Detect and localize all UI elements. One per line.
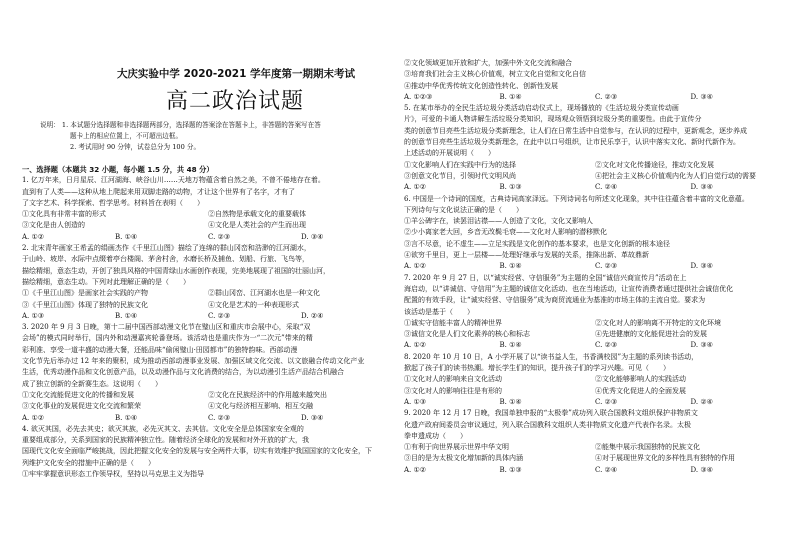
question-line: 于山岭、坡岸、水际中点缀着亭台楼阁、茅舍村舍，水磨长桥及捕鱼、划船、行旅、飞鸟等， bbox=[22, 255, 309, 264]
option-item: C. ②③ bbox=[595, 262, 618, 271]
option-item: A. ①② bbox=[404, 341, 427, 350]
option-item: ②文化能够影响人的实践活动 bbox=[595, 375, 686, 384]
answer-options bbox=[22, 232, 394, 243]
question-line: ④推动中华优秀传统文化创造性转化、创新性发展 bbox=[404, 81, 558, 90]
option-item: A. ①② bbox=[22, 413, 45, 422]
option-item: ④先进健康的文化能促进社会的发展 bbox=[595, 330, 707, 339]
question-line: 5. 在某市举办的全民生活垃圾分类活动启动仪式上，现场播放的《生活垃圾分类宣传动画 bbox=[404, 104, 679, 113]
question-line: 列维护文化安全的措施中正确的是（ ） bbox=[22, 458, 155, 467]
question-line: 重要组成部分，关系到国家的民族精神独立性。随着经济全球化的发展和对外开放的扩大，我 bbox=[22, 436, 309, 445]
answer-options bbox=[404, 453, 786, 464]
option-item: ④文化是人类社会的产生而出现 bbox=[208, 221, 306, 230]
option-item: ②文化在民族经济中的作用越来越突出 bbox=[208, 390, 327, 399]
answer-options bbox=[22, 220, 394, 231]
answer-options bbox=[22, 209, 394, 220]
option-item: B. ①③ bbox=[499, 183, 522, 192]
option-item: ①有利于向世界展示世界中华文明 bbox=[404, 443, 509, 452]
answer-options bbox=[404, 465, 786, 476]
exam-title: 高二政治试题 bbox=[165, 89, 304, 114]
school-title: 大庆实验中学 2020-2021 学年度第一期期末考试 bbox=[116, 68, 356, 80]
option-item: A. ①② bbox=[404, 262, 427, 271]
question-line: ②文化领域更加开放和扩大，加强中外文化交流和融合 bbox=[404, 59, 572, 67]
question-line: 2. 北宋青年画家王希孟的绢画杰作《千里江山图》描绘了连绵的群山冈峦和浩渺的江河湖水， bbox=[22, 244, 311, 253]
answer-options bbox=[22, 401, 394, 412]
answer-options bbox=[404, 160, 786, 171]
question-line: 上述活动的开展说明（ ） bbox=[404, 149, 495, 158]
option-item: ③《千里江山图》体现了独特的民族文化 bbox=[22, 300, 148, 309]
option-item: ③文化对人的影响往往是有形的 bbox=[404, 386, 502, 395]
question-line: 3. 2020 年 9 月 3 日晚，第十二届中国西部动漫文化节在璧山区和重庆市会展中心，采取“双 bbox=[22, 323, 311, 332]
section-heading: 一、选择题（本题共 32 小题，每小题 1.5 分，共 48 分） bbox=[22, 165, 214, 174]
option-item: ①文化交流能促进文化的传播和发展 bbox=[22, 390, 134, 399]
question-line: ③培育我们社会主义核心价值观，树立文化自觉和文化自信 bbox=[404, 70, 586, 79]
question-line: ①羊公碑字在，读罢泪沾襟——人创造了文化，文化又影响人 bbox=[404, 217, 593, 226]
option-item: ①诚实守信能丰富人的精神世界 bbox=[404, 318, 502, 327]
question-line: 该活动是基于（ ） bbox=[404, 307, 474, 316]
instruction-line: 说明： 1. 本试题分选择题和非选择题两部分，选择题的答案涂在答题卡上，非答题的答案写在答 bbox=[40, 121, 321, 129]
answer-options bbox=[404, 261, 786, 272]
option-item: C. ②③ bbox=[208, 413, 231, 422]
option-item: A. ①②③ bbox=[404, 92, 433, 101]
question-line: ②少小离家老大回，乡音无改鬓毛衰——文化对人影响的潜移默化 bbox=[404, 228, 607, 237]
question-line: 直到有了人类——这种从地上爬起来用双脚走路的动物，才让这个世界有了名字，才有了 bbox=[22, 187, 295, 196]
question-line: 8. 2020 年 10 月 10 日，A 小学开展了以“读书益人生，书香满校园”为主题的系列读书活动， bbox=[404, 352, 699, 361]
answer-options bbox=[404, 442, 786, 453]
answer-options bbox=[404, 329, 786, 340]
option-item: ②文化对人的影响离不开特定的文化环境 bbox=[595, 318, 721, 327]
question-line: 国现代文化安全面临严峻挑战，因此把握文化安全的发展与安全两件大事，切实有效维护我国国家的文化安全，下 bbox=[22, 447, 372, 456]
instruction-line: 2. 考试用时 90 分钟，试卷总分为 100 分。 bbox=[70, 143, 201, 151]
question-line: 描绘精细，意态生动。下列对此理解正确的是（ ） bbox=[22, 277, 190, 286]
question-line: 彩利准、享受一道丰盛的动漫大餐，还能品味“偷闲璧山·田园都市”的独特韵味。西部动漫 bbox=[22, 345, 298, 354]
option-item: ②自然物是承载文化的重要载体 bbox=[208, 210, 306, 219]
option-item: A. ①③ bbox=[22, 311, 45, 320]
answer-options bbox=[404, 374, 786, 385]
question-line: 配置的有效手段，让“诚实经营、守信服务”成为商贸流通业为基准的市场主体的主流自觉。要求为 bbox=[404, 296, 706, 305]
answer-options bbox=[404, 386, 786, 397]
right-column bbox=[404, 58, 786, 476]
question-line: 化遗产政府间委员会审议通过，列入联合国教科文组织人类非物质文化遗产代表作名录。太极 bbox=[404, 420, 691, 429]
option-item: B. ①③ bbox=[499, 465, 522, 474]
answer-options bbox=[404, 318, 786, 329]
option-item: C. ②③ bbox=[208, 232, 231, 241]
option-item: ④文化与经济相互影响、相互交融 bbox=[208, 402, 313, 411]
option-item: ④把社会主义核心价值观内化为人们自觉行动的需要 bbox=[595, 171, 756, 180]
option-item: ①文化影响人们在实践中行为的选择 bbox=[404, 160, 516, 169]
option-item: ②能集中展示我国独特的民族文化 bbox=[595, 443, 700, 452]
question-line: 的创意节目亮些生活垃圾分类新理念，在此中以口号组织，让市民乐享于，认识中落实文化、新时代新作为。 bbox=[404, 138, 740, 147]
option-item: D. ③④ bbox=[690, 183, 713, 192]
answer-options bbox=[404, 171, 786, 182]
option-item: ①文化对人的影响来自文化活动 bbox=[404, 375, 502, 384]
option-item: ③文化事业的发展促进文化交流和繁荣 bbox=[22, 402, 141, 411]
question-line: 拳申遗成功（ ） bbox=[404, 431, 467, 440]
option-item: D. ②④ bbox=[690, 397, 713, 406]
option-item: C. ②④ bbox=[595, 183, 618, 192]
option-item: ④文化是艺术的一种表现形式 bbox=[208, 300, 299, 309]
option-item: D. ③④ bbox=[690, 262, 713, 271]
instruction-line: 题卡上的相应位置上，不可超出边框。 bbox=[70, 132, 183, 140]
question-line: 掀起了孩子们的读书热潮。增长学生们的知识，提升孩子们的学习兴趣。可见（ ） bbox=[404, 364, 670, 373]
option-item: B. ①④ bbox=[499, 341, 522, 350]
answer-options bbox=[404, 182, 786, 193]
option-item: D. ②④ bbox=[301, 311, 324, 320]
option-item: B. ①④ bbox=[499, 262, 522, 271]
question-line: 文化节先后举办过 12 年来的聚积，成为推动西部动漫事业发展、加强区域文化交流、以文旅融合传动文化产业 bbox=[22, 357, 365, 366]
question-line: 生活，优秀动漫作品和文化创意产品，以及动漫作品与文化消费的结合，为以动漫引生活产品结合机融合 bbox=[22, 368, 344, 377]
answer-options bbox=[404, 340, 786, 351]
option-item: C. ②③ bbox=[595, 341, 618, 350]
question-line: 6. 中国是一个诗词的国度，古典诗词高家泽远。下列诗词名句所述文化现象，其中往往蕴含着丰富的文化意蕴。 bbox=[404, 194, 749, 203]
option-item: D. ③④ bbox=[301, 232, 324, 241]
option-item: B. ①④ bbox=[499, 92, 522, 101]
option-item: C. ②③ bbox=[595, 397, 618, 406]
option-item: ③目的是为太极文化增加新的具体内涵 bbox=[404, 454, 523, 463]
option-item: D. ③④ bbox=[301, 413, 324, 422]
question-line: 海启动，以“讲诚信、守信用”为主题的诚信文化活动、也在当地活动，让宣传消费者通过提供社会诚信优化 bbox=[404, 284, 734, 293]
question-line: 成了独立创新的全新赛生态。这说明（ ） bbox=[22, 379, 162, 388]
option-item: C. ②④ bbox=[595, 465, 618, 474]
question-line: 片》，可爱的卡通人物讲解生活垃圾分类知识，现场观众领悟到垃圾分类的重要性。由此于宣传分 bbox=[404, 115, 702, 124]
question-line: 9. 2020 年 12 月 17 日晚，我国单独申报的“太极拳”成功列入联合国教科文组织保护非物质文 bbox=[404, 409, 698, 418]
option-item: ③创意文化节目，引领时代文明风尚 bbox=[404, 171, 516, 180]
answer-options bbox=[22, 390, 394, 401]
answer-options bbox=[22, 311, 394, 322]
question-line: 4. 欲灭其国，必先去其史；欲灭其族，必先灭其文、去其信。文化安全是总体国家安全观的 bbox=[22, 424, 304, 433]
option-item: ④优秀文化促进人的全面发展 bbox=[595, 386, 686, 395]
option-item: A. ①② bbox=[22, 232, 45, 241]
option-item: B. ①④ bbox=[115, 232, 138, 241]
option-item: B. ①④ bbox=[499, 397, 522, 406]
answer-options bbox=[404, 92, 786, 103]
answer-options bbox=[22, 300, 394, 311]
exam-instructions bbox=[40, 120, 380, 153]
option-item: A. ①② bbox=[404, 183, 427, 192]
option-item: B. ①④ bbox=[115, 311, 138, 320]
question-line: 下列诗句与文化说法正确的是（ ） bbox=[404, 205, 523, 214]
question-line: ③言不尽意，论不虚生——立足实践是文化创作的基本要求，也是文化创新的根本途径 bbox=[404, 239, 670, 248]
option-item: A. ①② bbox=[404, 465, 427, 474]
option-item: C. ②③ bbox=[208, 311, 231, 320]
question-line: ①牢牢掌握意识形态工作领导权，坚持以马克思主义为指导 bbox=[22, 470, 204, 479]
question-line: 1. 亿万年来，日月星辰、江河湖海、峡谷山川……天地万物蕴含着自然之美，不曾不倦地存在着。 bbox=[22, 176, 325, 185]
option-item: ②群山冈峦、江河湖水也是一种文化 bbox=[208, 289, 320, 298]
option-item: C. ②③ bbox=[595, 92, 618, 101]
option-item: ③诚信文化是人们文化素养的核心和标志 bbox=[404, 330, 530, 339]
question-line: 类的创意节目亮些生活垃圾分类新理念，让人们在日常生活中自觉参与，在认识的过程中，更新观念，逐步养成 bbox=[404, 126, 747, 135]
left-column bbox=[22, 164, 394, 480]
option-item: ①《千里江山图》是画家社会实践的产物 bbox=[22, 289, 148, 298]
answer-options bbox=[404, 397, 786, 408]
option-item: ④对于展现世界文化的多样性具有独特的作用 bbox=[595, 454, 735, 463]
question-line: 了文字艺术、科学探索、哲学思考。材料旨在表明（ ） bbox=[22, 198, 204, 207]
question-line: ④欲穷千里目，更上一层楼——处理好继承与发展的关系，推陈出新、革故鼎新 bbox=[404, 251, 649, 260]
question-line: 描绘精细，意态生动，开创了独具风格的中国青绿山水画创作表现，完美地展现了祖国的壮丽山河， bbox=[22, 266, 330, 275]
question-line: 7. 2020 年 9 月 27 日，以“诚实经营、守信服务”为主题的全国“诚信兴商宣传月”活动在上 bbox=[404, 273, 687, 282]
option-item: ②文化对文化传播途径，推动文化发展 bbox=[595, 160, 714, 169]
option-item: ①文化具有非常丰富的形式 bbox=[22, 210, 106, 219]
option-item: ③文化是由人创造的 bbox=[22, 221, 85, 230]
option-item: D. ③④ bbox=[690, 465, 713, 474]
answer-options bbox=[22, 413, 394, 424]
option-item: D. ③④ bbox=[690, 341, 713, 350]
question-line: 会场”的模式同时举行，国内外和动漫嘉宾轮番登场。该活动也是重庆作为一“二次元”带来的精 bbox=[22, 334, 313, 343]
option-item: A. ①③ bbox=[404, 397, 427, 406]
option-item: D. ③④ bbox=[690, 92, 713, 101]
option-item: B. ①④ bbox=[115, 413, 138, 422]
answer-options bbox=[22, 288, 394, 299]
